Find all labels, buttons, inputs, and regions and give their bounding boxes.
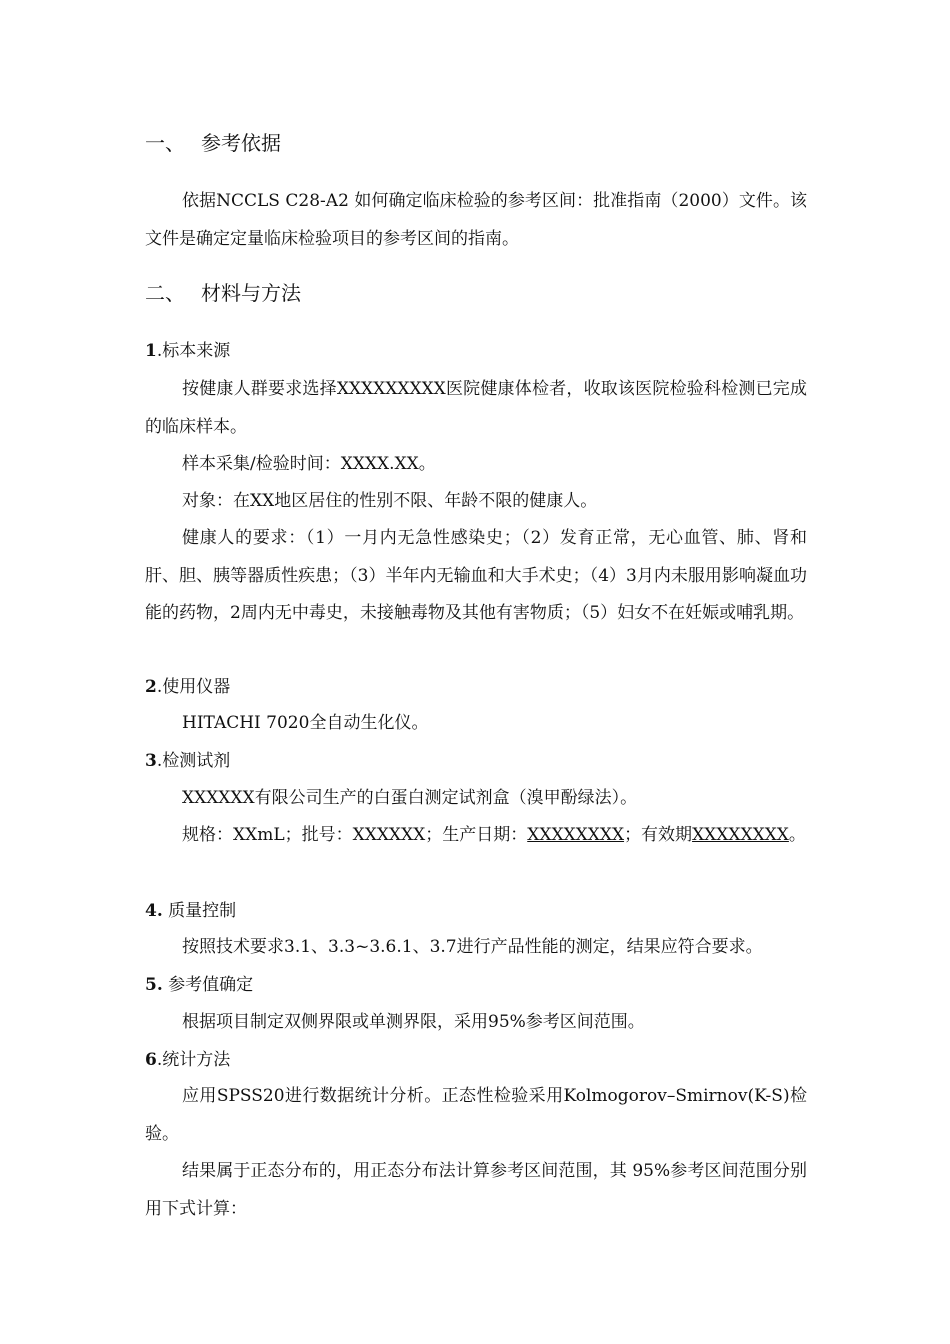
subsection-title: 参考值确定 <box>168 975 254 995</box>
quality-paragraph: 按照技术要求3.1、3.3~3.6.1、3.7进行产品性能的测定，结果应符合要求。 <box>182 937 763 957</box>
subsection-heading-6 <box>145 1045 230 1075</box>
section-title: 材料与方法 <box>201 281 301 305</box>
reference-paragraph: 根据项目制定双侧界限或单测界限，采用95%参考区间范围。 <box>182 1012 645 1032</box>
subsection-separator: . <box>156 751 163 771</box>
specimen-paragraph-4: 健康人的要求：（1）一月内无急性感染史；（2）发育正常，无心血管、肺、肾和肝、胆、胰等器质性疾患；（3）半年内无输血和大手术史；（4）3月内未服用影响凝血功能的药物，2周内无中毒史，未接触毒物及其他有害物质；（5）妇女不在妊娠或哺乳期。 <box>145 528 807 623</box>
subsection-title: 质量控制 <box>168 901 237 921</box>
basis-paragraph: 依据NCCLS C28-A2 如何确定临床检验的参考区间：批准指南（2000）文件。该文件是确定定量临床检验项目的参考区间的指南。 <box>145 191 807 249</box>
instrument-paragraph: HITACHI 7020全自动生化仪。 <box>182 713 429 733</box>
subsection-heading-4 <box>145 896 236 926</box>
statistics-paragraph-1: 应用SPSS20进行数据统计分析。正态性检验采用Kolmogorov–Smirnov(K-S)检验。 <box>145 1086 807 1144</box>
subsection-number: 4. <box>145 901 163 921</box>
section-number: 二、 <box>145 281 185 305</box>
section-number: 一、 <box>145 131 185 155</box>
expiry-label: ；有效期 <box>624 825 693 845</box>
subsection-title: 使用仪器 <box>162 677 231 697</box>
section-heading-1 <box>145 129 281 157</box>
specimen-paragraph-2: 样本采集/检验时间：XXXX.XX。 <box>182 454 436 474</box>
subsection-number: 2 <box>145 677 157 697</box>
statistics-paragraph-2: 结果属于正态分布的，用正态分布法计算参考区间范围，其 95%参考区间范围分别用下式计算： <box>145 1161 807 1219</box>
subsection-title: 标本来源 <box>162 341 231 361</box>
subsection-heading-5 <box>145 970 253 1000</box>
subsection-separator: . <box>156 1050 163 1070</box>
reagent-spec-paragraph <box>145 817 807 855</box>
specimen-paragraph-1: 按健康人群要求选择XXXXXXXXX医院健康体检者，收取该医院检验科检测已完成的临床样本。 <box>145 379 807 437</box>
subsection-title: 检测试剂 <box>162 751 231 771</box>
section-title: 参考依据 <box>201 131 281 155</box>
subsection-heading-3 <box>145 746 230 776</box>
reagent-spec-text: 规格：XXmL；批号：XXXXXX；生产日期： <box>182 825 528 845</box>
reagent-paragraph-1: XXXXXX有限公司生产的白蛋白测定试剂盒（溴甲酚绿法）。 <box>182 788 638 808</box>
subsection-number: 5. <box>145 975 163 995</box>
subsection-number: 6 <box>145 1050 157 1070</box>
production-date: XXXXXXXX <box>527 825 625 845</box>
subsection-title: 统计方法 <box>162 1050 231 1070</box>
subsection-number: 3 <box>145 751 157 771</box>
subsection-heading-2 <box>145 672 230 702</box>
subsection-separator: . <box>156 677 163 697</box>
subsection-separator: . <box>156 341 163 361</box>
section-heading-2 <box>145 279 301 307</box>
subsection-heading-1 <box>145 336 230 366</box>
specimen-paragraph-3: 对象：在XX地区居住的性别不限、年龄不限的健康人。 <box>182 491 598 511</box>
expiry-date: XXXXXXXX <box>692 825 789 845</box>
subsection-number: 1 <box>145 341 157 361</box>
spec-end: 。 <box>788 825 806 845</box>
